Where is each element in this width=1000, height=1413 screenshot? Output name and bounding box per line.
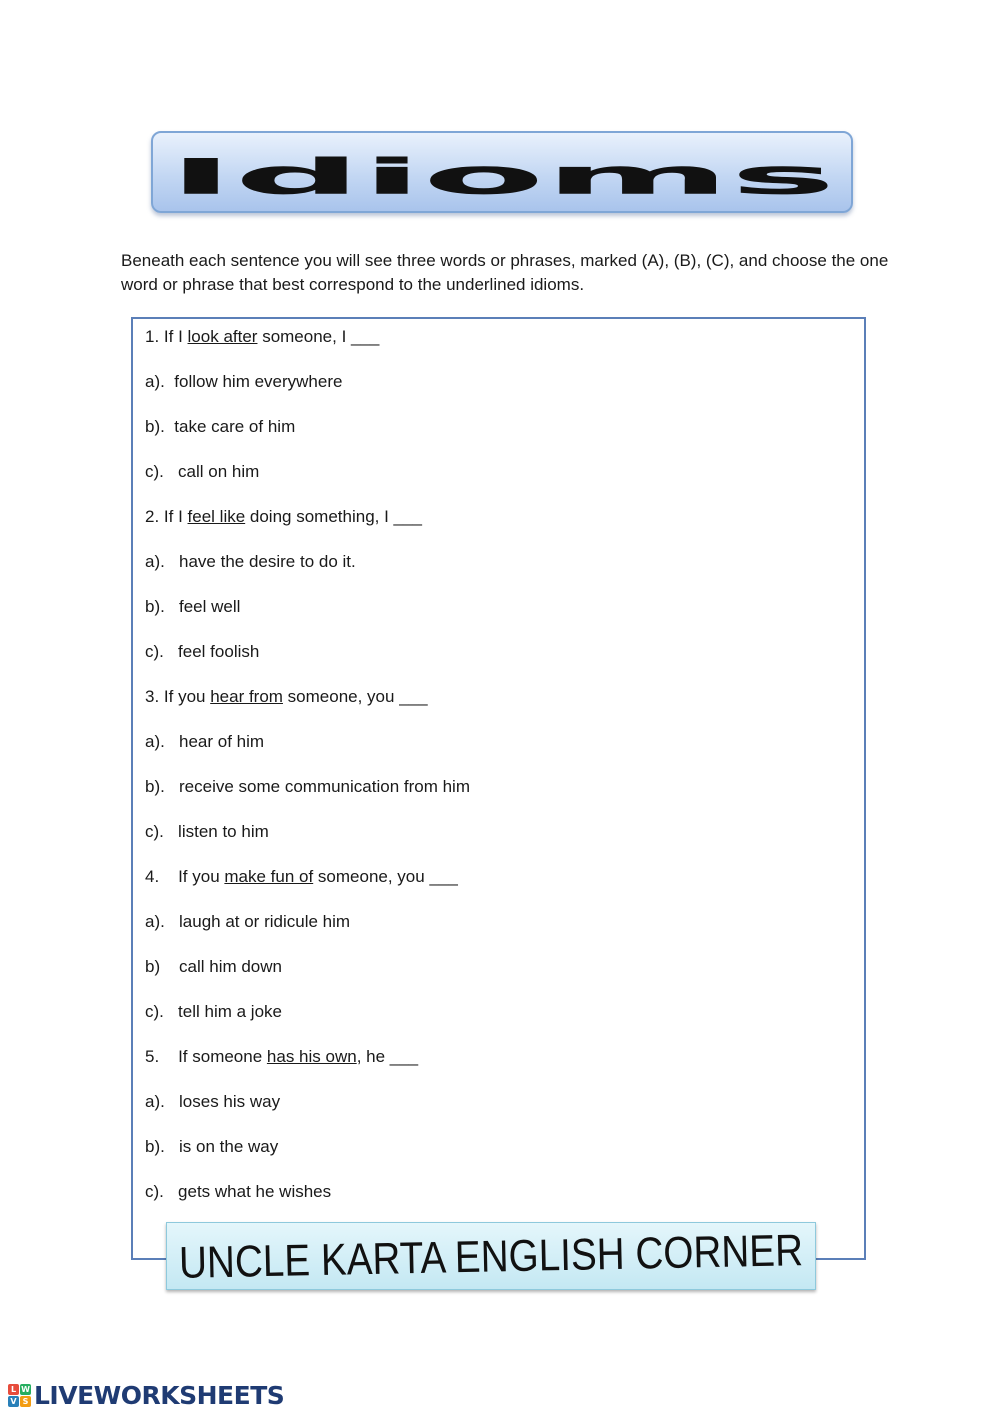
question-1-option-b[interactable]: b). take care of him [145,417,296,436]
question-2-stem: 2. If I feel like doing something, I ___ [145,507,422,526]
question-4-option-c[interactable]: c). tell him a joke [145,1002,282,1021]
question-2-option-b[interactable]: b). feel well [145,597,241,616]
question-4-option-a[interactable]: a). laugh at or ridicule him [145,912,351,931]
logo-tile: V [8,1396,19,1407]
title-wordart [153,133,851,211]
question-3-option-c[interactable]: c). listen to him [145,822,269,841]
idiom-underlined: make fun of [224,867,314,886]
question-5-option-a[interactable]: a). loses his way [145,1092,281,1111]
question-1-stem: 1. If I look after someone, I ___ [145,327,380,346]
idiom-underlined: look after [187,327,258,346]
idiom-underlined: hear from [210,687,283,706]
page-title: Idioms [168,149,837,206]
question-3-option-b[interactable]: b). receive some communication from him [145,777,470,796]
logo-tile: L [8,1384,19,1395]
question-4-option-b[interactable]: b) call him down [145,957,282,976]
question-5-stem: 5. If someone has his own, he ___ [145,1047,419,1066]
question-5-option-c[interactable]: c). gets what he wishes [145,1182,332,1201]
question-1-option-a[interactable]: a). follow him everywhere [145,372,343,391]
question-2-option-c[interactable]: c). feel foolish [145,642,260,661]
question-4-stem: 4. If you make fun of someone, you ___ [145,867,458,886]
title-banner [151,131,853,213]
liveworksheets-logo[interactable] [8,1380,284,1410]
question-1-option-c[interactable]: c). call on him [145,462,260,481]
footer-banner [166,1222,920,1290]
idiom-underlined: feel like [187,507,246,526]
instructions: Beneath each sentence you will see three words or phrases, marked (A), (B), (C), and choose the one word or phrase that best correspond to the underlined idioms. [121,251,889,294]
idiom-underlined: has his own [266,1047,357,1066]
question-3-option-a[interactable]: a). hear of him [145,732,265,751]
logo-tile: S [20,1396,31,1407]
question-5-option-b[interactable]: b). is on the way [145,1137,279,1156]
liveworksheets-icon [8,1384,31,1407]
liveworksheets-wordmark: LIVEWORKSHEETS [34,1380,285,1410]
footer-banner-text: UNCLE KARTA ENGLISH CORNER [178,1222,920,1288]
question-3-stem: 3. If you hear from someone, you ___ [145,687,428,706]
footer-wordart [167,1222,920,1289]
question-2-option-a[interactable]: a). have the desire to do it. [145,552,356,571]
logo-tile: W [21,1384,30,1394]
